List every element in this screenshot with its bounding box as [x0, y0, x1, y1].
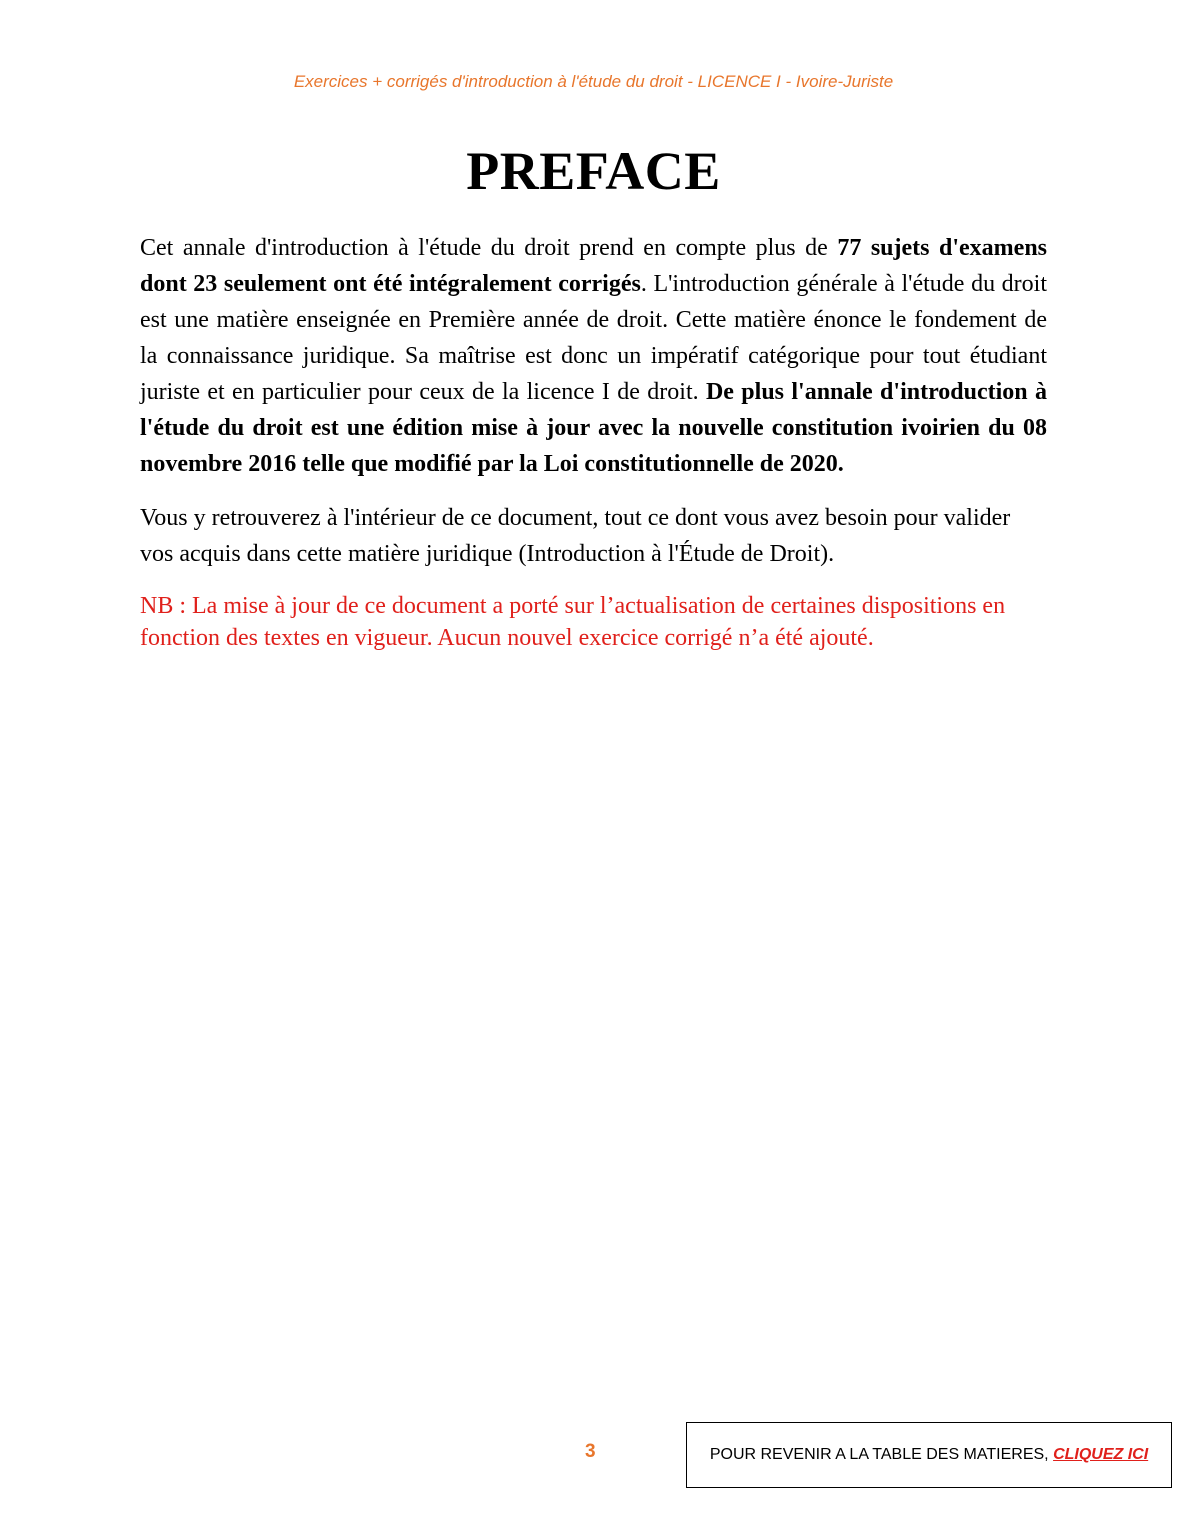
toc-return-link[interactable]: CLIQUEZ ICI — [1053, 1446, 1149, 1463]
intro-bold-2: De plus l'annale d'introduction à l'étude du droit est une édition mise à jour avec la nouvelle constitution ivoirien du 08 novembre 2016 telle que modifié par la Loi constitutionnelle de 2020. — [140, 379, 1048, 477]
content-paragraph: Vous y retrouverez à l'intérieur de ce document, tout ce dont vous avez besoin pour valider vos acquis dans cette matière juridique (Introduction à l'Étude de Droit). — [140, 505, 1011, 567]
toc-return-box — [686, 1422, 1172, 1488]
page-title: PREFACE — [466, 141, 721, 201]
intro-text-2: . L'introduction générale à l'étude du droit est une matière enseignée en Première année de droit. Cette matière énonce le fondement de la connaissance juridique. Sa maîtrise est donc un impératif catégorique pour tout étudiant juriste et en particulier pour ceux de la licence I de droit. — [140, 271, 1048, 405]
intro-bold-1: 77 sujets d'examens dont 23 seulement ont été intégralement corrigés — [140, 235, 1048, 297]
toc-return-text: POUR REVENIR A LA TABLE DES MATIERES, — [709, 1446, 1049, 1463]
running-header: Exercices + corrigés d'introduction à l'étude du droit - LICENCE I - Ivoire-Juriste — [293, 72, 894, 91]
page-number: 3 — [585, 1441, 596, 1462]
update-note: NB : La mise à jour de ce document a porté sur l’actualisation de certaines dispositions en fonction des textes en vigueur. Aucun nouvel exercice corrigé n’a été ajouté. — [140, 593, 1006, 651]
intro-text-1: Cet annale d'introduction à l'étude du droit prend en compte plus de — [140, 235, 838, 261]
body-text — [140, 230, 1047, 672]
intro-paragraph — [140, 230, 1047, 482]
